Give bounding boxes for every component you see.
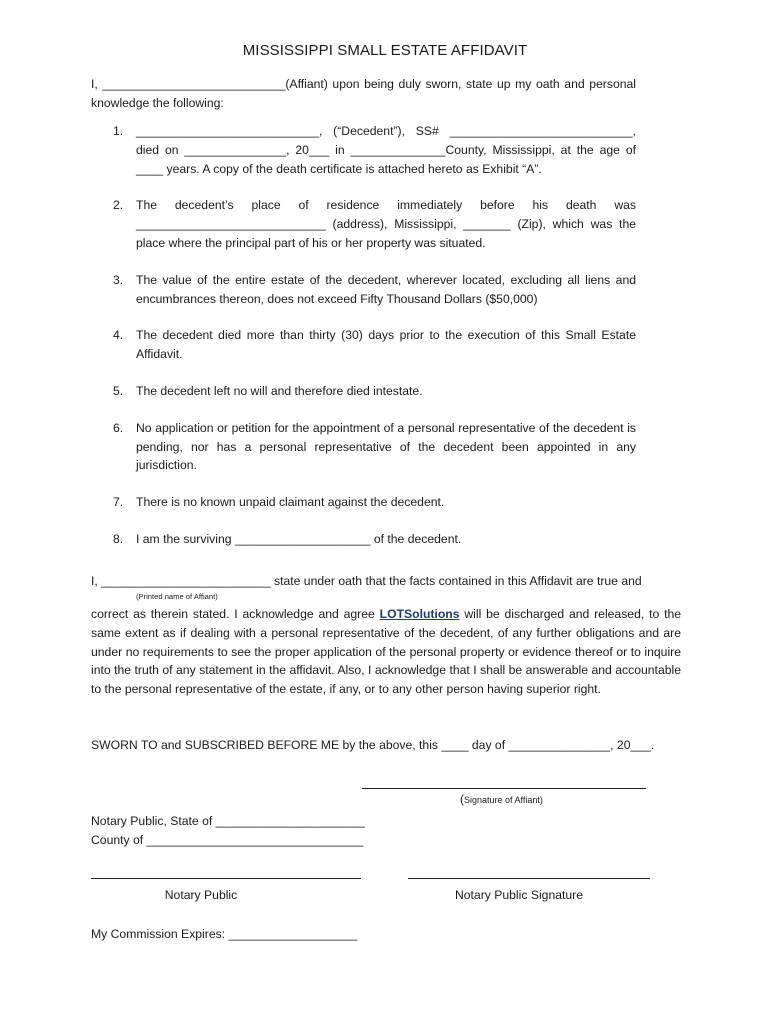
item-number: 3. [113,272,124,287]
affirmation-line: I, _________________________ state under oath that the facts contained in this Affidavit are true and [91,574,642,588]
notary-signature-line [408,870,650,879]
item-number: 7. [113,495,124,510]
item-text: The decedent died more than thirty (30) days prior to the execution of this Small Estate Affidavit. [136,328,636,362]
company-name: LOTSolutions [379,607,460,621]
list-item [91,419,636,475]
item-number: 2. [113,198,124,213]
list-item [91,382,636,401]
list-item [91,196,636,252]
sworn-statement: SWORN TO and SUBSCRIBED BEFORE ME by the above, this ____ day of _______________, 20___. [91,738,655,752]
notary-county-line: County of ________________________________ [91,833,364,847]
list-item [91,326,636,364]
notary-public-line [91,870,361,879]
list-item [91,530,636,549]
affiant-signature-line [362,780,646,789]
notary-state-line: Notary Public, State of ______________________ [91,814,365,828]
intro-paragraph: I, ___________________________(Affiant) upon being duly sworn, state up my oath and personal knowledge the following: [91,77,636,110]
statement-list [91,122,636,549]
item-number: 4. [113,328,124,343]
item-text: The decedent’s place of residence immediately before his death was ____________________________ (address), Mississippi, _______ (Zip), which was the place where the principal part of his or her property was situated. [136,198,636,250]
list-item [91,122,636,178]
item-text: No application or petition for the appointment of a personal representative of the decedent is pending, nor has a personal representative of the decedent been appointed in any jurisdiction. [136,420,636,473]
affiant-signature-caption [460,793,543,806]
item-text: ___________________________, (“Decedent”), SS# ___________________________, died on _______________, 20___ in ______________County, Mississippi, at the age of ____ years. A copy of the death certificate is attached hereto as Exhibit “A”. [136,124,636,176]
item-number: 1. [113,124,124,138]
item-number: 5. [113,383,124,398]
notary-signature-label: Notary Public Signature [454,888,584,902]
item-text: There is no known unpaid claimant against the decedent. [136,495,445,510]
notary-public-label: Notary Public [164,888,238,902]
item-number: 6. [113,420,124,435]
caption-text: Signature of Affiant) [464,795,543,805]
ack-text-after: will be discharged and released, to the same extent as if dealing with a personal representative of the decedent, of any further obligations and are under no requirements to see the proper application of the personal property or evidence thereof or to inquire into the truth of any statement in the affidavit. Also, I acknowledge that I shall be answerable and accountable to the personal representative of the estate, if any, or to any other person having superior right. [91,607,682,697]
list-item [91,493,636,512]
ack-text-before: correct as therein stated. I acknowledge and agree [91,607,380,621]
document-title: MISSISSIPPI SMALL ESTATE AFFIDAVIT [242,42,528,59]
item-text: The value of the entire estate of the decedent, wherever located, excluding all liens and encumbrances thereon, does not exceed Fifty Thousand Dollars ($50,000) [136,272,636,306]
commission-expires-line: My Commission Expires: ___________________ [91,927,358,941]
item-text: I am the surviving ____________________ of the decedent. [136,531,462,546]
list-item [91,271,636,309]
item-text: The decedent left no will and therefore died intestate. [136,383,423,398]
caption-paren: ( [460,792,464,806]
acknowledgement-paragraph [91,605,681,699]
printed-name-caption: (Printed name of Affiant) [136,592,218,601]
item-number: 8. [113,531,124,546]
